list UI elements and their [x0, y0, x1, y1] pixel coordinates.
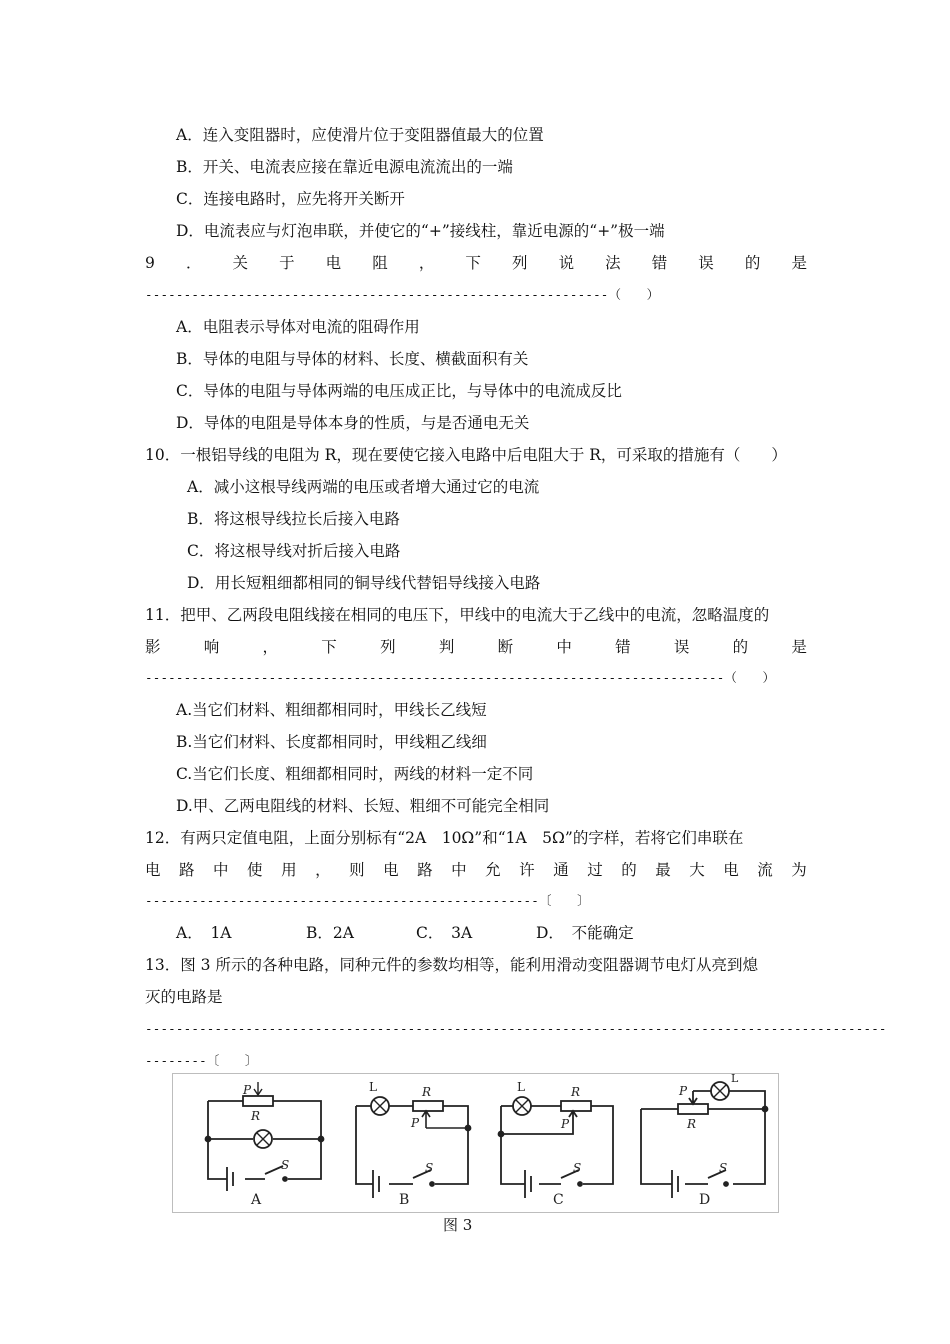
q10-option-d: D．用长短粗细都相同的铜导线代替铝导线接入电路: [187, 574, 541, 592]
q11-option-b: B.当它们材料、长度都相同时，甲线粗乙线细: [176, 733, 487, 751]
label-l: L: [731, 1072, 739, 1085]
q11-answer-blank: ---------------------------------------------------------------------------（ ）: [145, 670, 776, 685]
q12-stem-char: 允: [485, 861, 501, 879]
q12-option-c: C． 3A: [416, 924, 473, 942]
label-p: P: [411, 1116, 420, 1130]
q13-stem-line1: 13．图 3 所示的各种电路，同种元件的参数均相等，能利用滑动变阻器调节电灯从亮到熄: [145, 956, 758, 974]
circuit-label-a: A: [251, 1192, 262, 1208]
q11-stem-char: 列: [380, 638, 396, 656]
circuit-d: [641, 1072, 768, 1208]
q9-stem-char: 说: [558, 254, 575, 272]
q8-option-a: A．连入变阻器时，应使滑片位于变阻器值最大的位置: [176, 126, 544, 144]
q9-stem-char: 误: [698, 254, 714, 272]
q8-option-c: C．连接电路时，应先将开关断开: [176, 190, 405, 208]
slider-arrow-icon: [422, 1111, 468, 1128]
circuit-label-c: C: [553, 1192, 564, 1208]
q9-stem-char: 电: [325, 254, 342, 272]
q9-stem-char: 列: [511, 254, 528, 272]
circuit-label-b: B: [399, 1192, 410, 1208]
q9-stem-char: 关: [232, 254, 249, 272]
label-r: R: [687, 1117, 697, 1131]
label-r: R: [422, 1085, 432, 1099]
q9-option-c: C．导体的电阻与导体两端的电压成正比，与导体中的电流成反比: [176, 382, 622, 400]
q12-stem-char: 电: [145, 861, 161, 879]
q11-stem-char: 影: [145, 638, 161, 656]
q9-stem-char: 的: [744, 254, 761, 272]
q12-stem-char: 通: [553, 861, 569, 879]
resistor-icon: [243, 1096, 273, 1106]
q11-stem-char: 断: [497, 638, 514, 656]
q12-stem-char: 使: [247, 861, 263, 879]
label-l: L: [517, 1080, 525, 1094]
circuit-label-d: D: [699, 1192, 711, 1208]
q9-stem-char: 法: [605, 254, 621, 272]
q13-answer-line: ------------------------------------------------------------------------------------------------: [145, 1021, 887, 1036]
q9-stem-char: 错: [651, 254, 668, 272]
figure-caption: 图 3: [443, 1216, 473, 1234]
q8-option-d: D．电流表应与灯泡串联，并使它的“+”接线柱，靠近电源的“+”极一端: [176, 222, 665, 240]
q10-option-c: C．将这根导线对折后接入电路: [187, 542, 401, 560]
label-r: R: [251, 1109, 261, 1123]
q12-stem-char: 中: [451, 861, 467, 879]
q12-stem-char: 路: [417, 861, 433, 879]
q10-option-a: A．减小这根导线两端的电压或者增大通过它的电流: [187, 478, 540, 496]
q9-answer-blank: ------------------------------------------------------------（ ）: [145, 287, 660, 302]
q11-stem-char: ，: [262, 638, 279, 656]
q11-stem-char: 下: [321, 638, 337, 656]
q12-stem-line2: [145, 860, 807, 880]
q12-stem-char: 的: [621, 861, 637, 879]
q8-option-b: B．开关、电流表应接在靠近电源电流流出的一端: [176, 158, 513, 176]
q11-stem-line2: [145, 637, 807, 657]
circuits-svg: [173, 1074, 778, 1212]
q12-stem-char: 电: [723, 861, 739, 879]
q12-answer-blank: ---------------------------------------------------〔 〕: [145, 893, 590, 908]
q9-option-a: A．电阻表示导体对电流的阻碍作用: [176, 318, 420, 336]
q11-stem-char: 是: [791, 638, 807, 656]
q9-option-b: B．导体的电阻与导体的材料、长度、横截面积有关: [176, 350, 529, 368]
q12-stem-char: 为: [791, 861, 807, 879]
q9-option-d: D．导体的电阻是导体本身的性质，与是否通电无关: [176, 414, 530, 432]
figure-3-circuits: [172, 1073, 779, 1213]
q9-stem-char: 阻: [372, 254, 388, 272]
label-r: R: [571, 1085, 581, 1099]
q12-stem-char: 电: [383, 861, 399, 879]
q13-answer-blank: --------〔 〕: [145, 1053, 258, 1068]
label-p: P: [561, 1117, 570, 1131]
q11-stem-char: 响: [203, 638, 220, 656]
label-s: S: [719, 1161, 728, 1175]
q12-option-b: B．2A: [306, 924, 354, 942]
q12-stem-char: ，: [315, 861, 331, 879]
q9-stem: [145, 253, 807, 273]
q9-stem-char: 于: [279, 254, 295, 272]
q11-option-a: A.当它们材料、粗细都相同时，甲线长乙线短: [176, 701, 487, 719]
q12-stem-char: 最: [655, 861, 671, 879]
circuit-c: [499, 1080, 614, 1208]
q12-stem-char: 许: [519, 861, 535, 879]
q12-stem-char: 过: [587, 861, 603, 879]
q10-stem: 10．一根铝导线的电阻为 R，现在要使它接入电路中后电阻大于 R，可采取的措施有（ ）: [145, 446, 787, 464]
q10-option-b: B．将这根导线拉长后接入电路: [187, 510, 400, 528]
q12-option-d: D． 不能确定: [536, 924, 634, 942]
q12-stem-char: 流: [757, 861, 773, 879]
resistor-icon: [561, 1101, 591, 1111]
q11-option-c: C.当它们长度、粗细都相同时，两线的材料一定不同: [176, 765, 534, 783]
q11-stem-line1: 11．把甲、乙两段电阻线接在相同的电压下，甲线中的电流大于乙线中的电流，忽略温度的: [145, 606, 770, 624]
q12-stem-char: 中: [213, 861, 229, 879]
label-s: S: [281, 1158, 290, 1172]
q12-stem-line1: 12．有两只定值电阻，上面分别标有“2A 10Ω”和“1A 5Ω”的字样，若将它们串联在: [145, 829, 744, 847]
q9-stem-char: 9: [145, 254, 155, 272]
q9-stem-char: 是: [791, 254, 807, 272]
q13-stem-line2: 灭的电路是: [145, 988, 223, 1006]
q9-stem-char: ，: [418, 254, 435, 272]
resistor-icon: [413, 1101, 443, 1111]
circuit-a: [206, 1082, 324, 1208]
slider-arrow-icon: [254, 1082, 262, 1095]
q11-stem-char: 中: [556, 638, 572, 656]
q11-stem-char: 误: [673, 638, 690, 656]
q12-stem-char: 用: [281, 861, 297, 879]
label-p: P: [243, 1083, 252, 1097]
q12-stem-char: 路: [179, 861, 195, 879]
circuit-b: [356, 1080, 471, 1208]
q9-stem-char: ．: [185, 254, 202, 272]
q11-stem-char: 判: [438, 638, 455, 656]
label-p: P: [679, 1084, 688, 1098]
q11-option-d: D.甲、乙两电阻线的材料、长短、粗细不可能完全相同: [176, 797, 550, 815]
q9-stem-char: 下: [465, 254, 481, 272]
q12-stem-char: 大: [689, 861, 705, 879]
label-s: S: [425, 1161, 434, 1175]
q11-stem-char: 的: [732, 638, 749, 656]
q11-stem-char: 错: [615, 638, 631, 656]
label-l: L: [369, 1080, 377, 1094]
q12-stem-char: 则: [349, 861, 365, 879]
label-s: S: [573, 1161, 582, 1175]
q12-option-a: A． 1A: [176, 924, 232, 942]
